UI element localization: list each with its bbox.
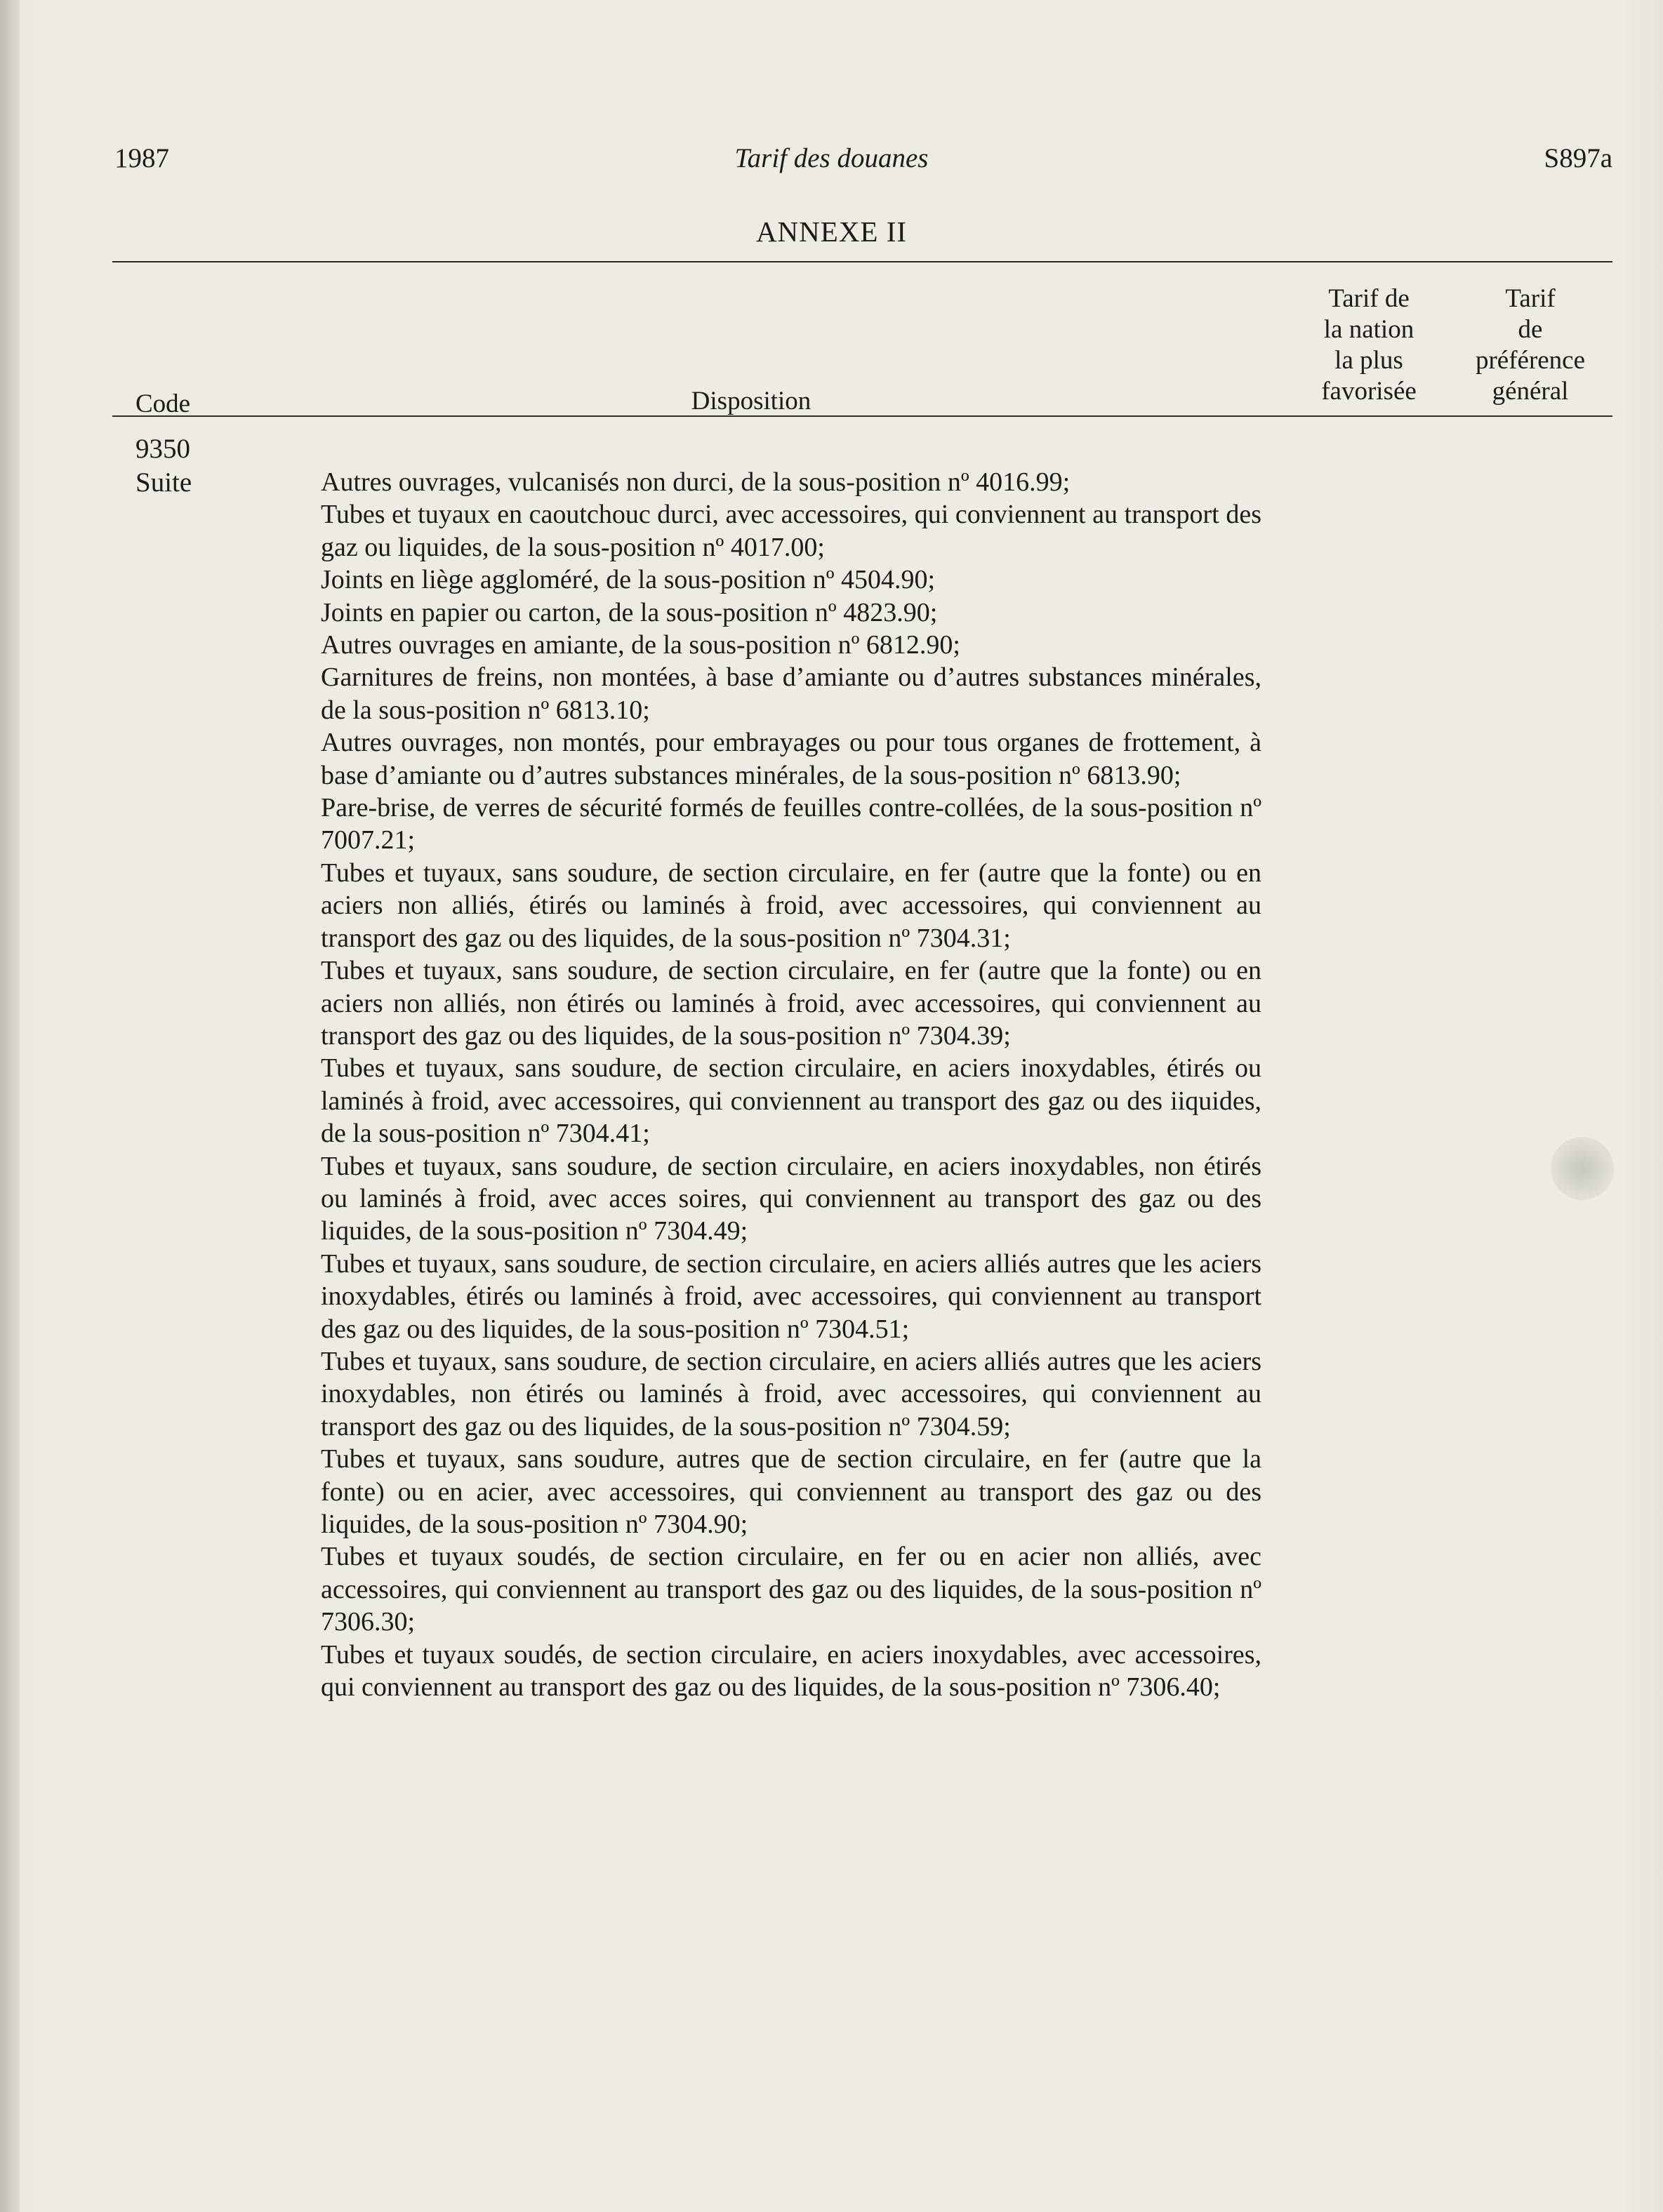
tariff-code-cell [135, 432, 192, 500]
column-header-line: préférence [1475, 346, 1586, 375]
table-top-rule [112, 261, 1612, 262]
provision-item: Autres ouvrages, non montés, pour embrayages ou pour tous organes de frottement, à base d’amiante ou d’autres substances minérales, de la sous-position nº 6813.90; [321, 728, 1261, 790]
provision-item: Tubes et tuyaux soudés, de section circulaire, en aciers inoxydables, avec accessoires, qui conviennent au transport des gaz ou des liquides, de la sous-position nº 7306.40; [321, 1639, 1261, 1703]
table-header-rule [112, 415, 1612, 417]
provision-item: Tubes et tuyaux, sans soudure, de section circulaire, en aciers inoxydables, étirés ou laminés à froid, avec accessoires, qui conviennent au transport des gaz ou des iiquides, de la sous-position nº 7304.41; [321, 1053, 1261, 1149]
running-head-year: 1987 [114, 143, 169, 173]
provision-item: Autres ouvrages, vulcanisés non durci, de la sous-position nº 4016.99; [321, 467, 1071, 497]
provision-item: Garnitures de freins, non montées, à base d’amiante ou d’autres substances minérales, de la sous-position nº 6813.10; [321, 662, 1261, 725]
provision-item: Tubes et tuyaux en caoutchouc durci, avec accessoires, qui conviennent au transport des gaz ou liquides, de la sous-position nº 4017.00; [321, 500, 1261, 562]
column-header-disposition: Disposition [691, 387, 811, 415]
provision-item: Joints en papier ou carton, de la sous-position nº 4823.90; [321, 597, 938, 627]
provision-item: Tubes et tuyaux, sans soudure, de section circulaire, en fer (autre que la fonte) ou en aciers non alliés, étirés ou laminés à froid, avec accessoires, qui conviennent au transport des gaz ou des liquides, de la sous-position nº 7304.31; [321, 858, 1261, 953]
column-header-line: favorisée [1321, 377, 1417, 406]
column-header-code: Code [135, 389, 191, 418]
running-head-page-number: S897a [1544, 143, 1612, 173]
provision-item: Joints en liège aggloméré, de la sous-position nº 4504.90; [321, 565, 936, 595]
provision-item: Tubes et tuyaux soudés, de section circulaire, en fer ou en acier non alliés, avec accessoires, qui conviennent au transport des gaz ou des liquides, de la sous-position nº 7306.30; [321, 1542, 1261, 1637]
column-header-line: la nation [1323, 315, 1414, 344]
provision-item: Tubes et tuyaux, sans soudure, de section circulaire, en fer (autre que la fonte) ou en aciers non alliés, non étirés ou laminés à froid, avec accessoires, qui conviennent au transport des gaz ou des liquides, de la sous-position nº 7304.39; [321, 956, 1261, 1051]
provision-item: Pare-brise, de verres de sécurité formés de feuilles contre-collées, de la sous-position nº 7007.21; [321, 793, 1261, 855]
continued-note: Suite [135, 467, 192, 498]
tariff-code: 9350 [135, 434, 190, 464]
provision-item: Tubes et tuyaux, sans soudure, autres que de section circulaire, en fer (autre que la fonte) ou en acier, avec accessoires, qui conviennent au transport des gaz ou des liquides, de la sous-position nº 7304.90; [321, 1444, 1261, 1539]
running-head-title: Tarif des douanes [734, 143, 929, 173]
provision-list [321, 466, 1261, 1703]
column-header-gpt-tariff [1453, 284, 1608, 407]
provision-item: Autres ouvrages en amiante, de la sous-position nº 6812.90; [321, 630, 960, 660]
binding-edge [0, 0, 20, 2212]
column-header-mfn-tariff [1271, 284, 1467, 407]
provision-item: Tubes et tuyaux, sans soudure, de section circulaire, en aciers alliés autres que les aciers inoxydables, non étirés ou laminés à froid, avec accessoires, qui conviennent au transport des gaz ou des liquides, de la sous-position nº 7304.59; [321, 1346, 1261, 1441]
provision-item: Tubes et tuyaux, sans soudure, de section circulaire, en aciers alliés autres que les aciers inoxydables, étirés ou laminés à froid, avec accessoires, qui conviennent au transport des gaz ou des liquides, de la sous-position nº 7304.51; [321, 1248, 1261, 1344]
paper-blemish [1551, 1137, 1614, 1200]
column-header-line: Tarif [1505, 284, 1556, 313]
column-header-line: général [1492, 377, 1569, 406]
annex-title: ANNEXE II [755, 215, 908, 248]
provision-item: Tubes et tuyaux, sans soudure, de section circulaire, en aciers inoxydables, non étirés ou laminés à froid, avec acces soires, qui conviennent au transport des gaz ou des liquides, de la sous-position nº 7304.49; [321, 1151, 1261, 1246]
column-header-line: de [1518, 315, 1543, 344]
column-header-line: Tarif de [1328, 284, 1410, 313]
column-header-line: la plus [1334, 346, 1403, 375]
